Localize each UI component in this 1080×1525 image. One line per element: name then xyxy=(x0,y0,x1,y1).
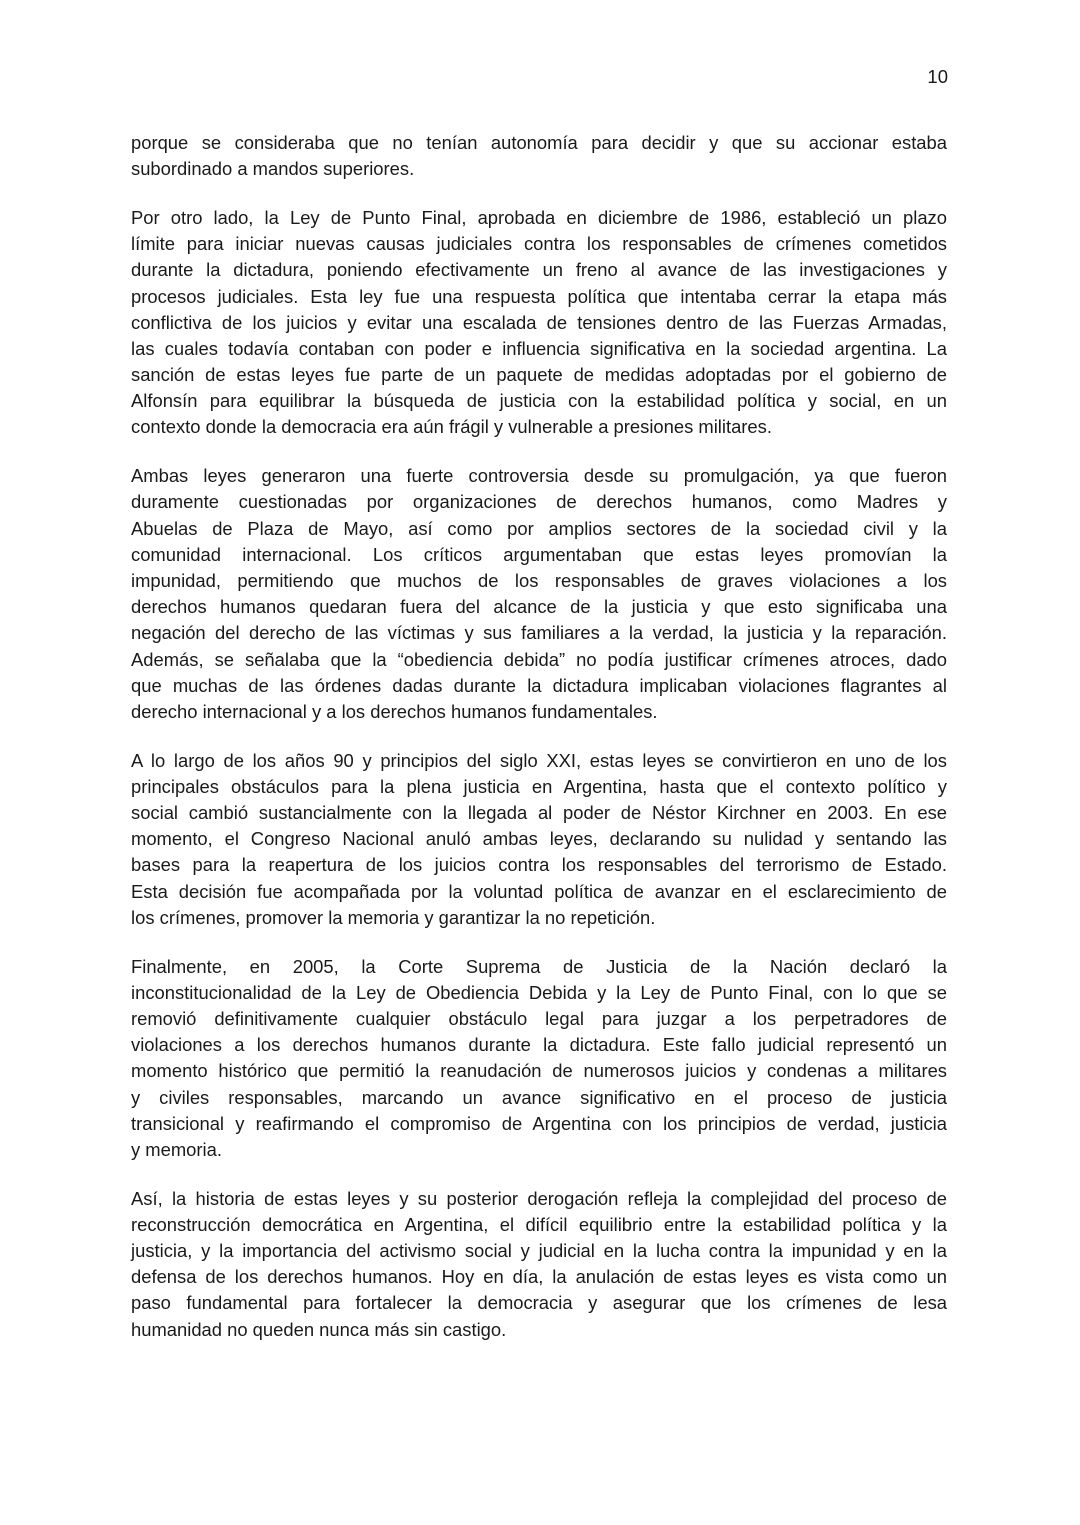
text-line: removió definitivamente cualquier obstáculo legal para juzgar a los perpetradores de xyxy=(131,1008,947,1029)
paragraph xyxy=(131,954,947,1164)
text-line: subordinado a mandos superiores. xyxy=(131,158,415,180)
text-line: comunidad internacional. Los críticos argumentaban que estas leyes promovían la xyxy=(131,543,947,565)
text-line: A lo largo de los años 90 y principios del siglo XXI, estas leyes se convirtieron en uno de los xyxy=(131,749,947,771)
text-line: contexto donde la democracia era aún frágil y vulnerable a presiones militares. xyxy=(131,416,772,438)
text-line: conflictiva de los juicios y evitar una escalada de tensiones dentro de las Fuerzas Armadas, xyxy=(131,311,947,333)
text-line: sanción de estas leyes fue parte de un paquete de medidas adoptadas por el gobierno de xyxy=(131,364,947,386)
text-line: y memoria. xyxy=(131,1138,222,1160)
text-line: transicional y reafirmando el compromiso de Argentina con los principios de verdad, justicia xyxy=(131,1112,947,1134)
text-line: paso fundamental para fortalecer la democracia y asegurar que los crímenes de lesa xyxy=(131,1292,947,1314)
text-line: humanidad no queden nunca más sin castigo. xyxy=(131,1318,507,1340)
text-line: justicia, y la importancia del activismo social y judicial en la lucha contra la impunidad y en la xyxy=(131,1240,947,1262)
paragraph xyxy=(131,748,947,931)
paragraph xyxy=(131,1186,947,1343)
text-line: Por otro lado, la Ley de Punto Final, aprobada en diciembre de 1986, estableció un plazo xyxy=(131,206,947,228)
text-line: Así, la historia de estas leyes y su posterior derogación refleja la complejidad del proceso de xyxy=(131,1187,947,1209)
text-line: duramente cuestionadas por organizaciones de derechos humanos, como Madres y xyxy=(131,491,947,513)
document-body xyxy=(131,130,947,1365)
text-line: negación del derecho de las víctimas y sus familiares a la verdad, la justicia y la reparación. xyxy=(131,622,947,644)
text-line: derechos humanos quedaran fuera del alcance de la justicia y que esto significaba una xyxy=(131,596,947,618)
text-line: defensa de los derechos humanos. Hoy en día, la anulación de estas leyes es vista como un xyxy=(131,1266,947,1288)
text-line: derecho internacional y a los derechos humanos fundamentales. xyxy=(131,700,658,722)
text-line: Ambas leyes generaron una fuerte controversia desde su promulgación, ya que fueron xyxy=(131,465,947,487)
text-line: límite para iniciar nuevas causas judiciales contra los responsables de crímenes cometidos xyxy=(131,233,947,255)
text-line: porque se consideraba que no tenían autonomía para decidir y que su accionar estaba xyxy=(131,132,947,153)
text-line: Abuelas de Plaza de Mayo, así como por amplios sectores de la sociedad civil y la xyxy=(131,517,947,539)
text-line: procesos judiciales. Esta ley fue una respuesta política que intentaba cerrar la etapa más xyxy=(131,285,947,307)
text-line: bases para la reapertura de los juicios contra los responsables del terrorismo de Estado. xyxy=(131,854,947,876)
paragraph xyxy=(131,130,947,182)
text-line: que muchas de las órdenes dadas durante la dictadura implicaban violaciones flagrantes al xyxy=(131,674,947,696)
text-line: Esta decisión fue acompañada por la voluntad política de avanzar en el esclarecimiento de xyxy=(131,880,947,902)
page-number: 10 xyxy=(927,66,948,87)
paragraph xyxy=(131,463,947,725)
text-line: reconstrucción democrática en Argentina, el difícil equilibrio entre la estabilidad política y la xyxy=(131,1213,947,1235)
text-line: principales obstáculos para la plena justicia en Argentina, hasta que el contexto político y xyxy=(131,775,947,797)
text-line: momento, el Congreso Nacional anuló ambas leyes, declarando su nulidad y sentando las xyxy=(131,828,947,850)
text-line: inconstitucionalidad de la Ley de Obediencia Debida y la Ley de Punto Final, con lo que se xyxy=(131,981,947,1003)
text-line: impunidad, permitiendo que muchos de los responsables de graves violaciones a los xyxy=(131,570,947,591)
text-line: durante la dictadura, poniendo efectivamente un freno al avance de las investigaciones y xyxy=(131,259,947,281)
text-line: Alfonsín para equilibrar la búsqueda de justicia con la estabilidad política y social, en un xyxy=(131,390,947,412)
text-line: momento histórico que permitió la reanudación de numerosos juicios y condenas a militares xyxy=(131,1060,947,1082)
text-line: y civiles responsables, marcando un avance significativo en el proceso de justicia xyxy=(131,1086,947,1108)
text-line: violaciones a los derechos humanos durante la dictadura. Este fallo judicial representó un xyxy=(131,1034,947,1056)
text-line: los crímenes, promover la memoria y garantizar la no repetición. xyxy=(131,906,656,928)
paragraph xyxy=(131,205,947,441)
text-line: social cambió sustancialmente con la llegada al poder de Néstor Kirchner en 2003. En ese xyxy=(131,802,947,824)
text-line: las cuales todavía contaban con poder e influencia significativa en la sociedad argentina. La xyxy=(131,337,947,359)
text-line: Finalmente, en 2005, la Corte Suprema de Justicia de la Nación declaró la xyxy=(131,955,947,977)
text-line: Además, se señalaba que la “obediencia debida” no podía justificar crímenes atroces, dado xyxy=(131,648,947,670)
